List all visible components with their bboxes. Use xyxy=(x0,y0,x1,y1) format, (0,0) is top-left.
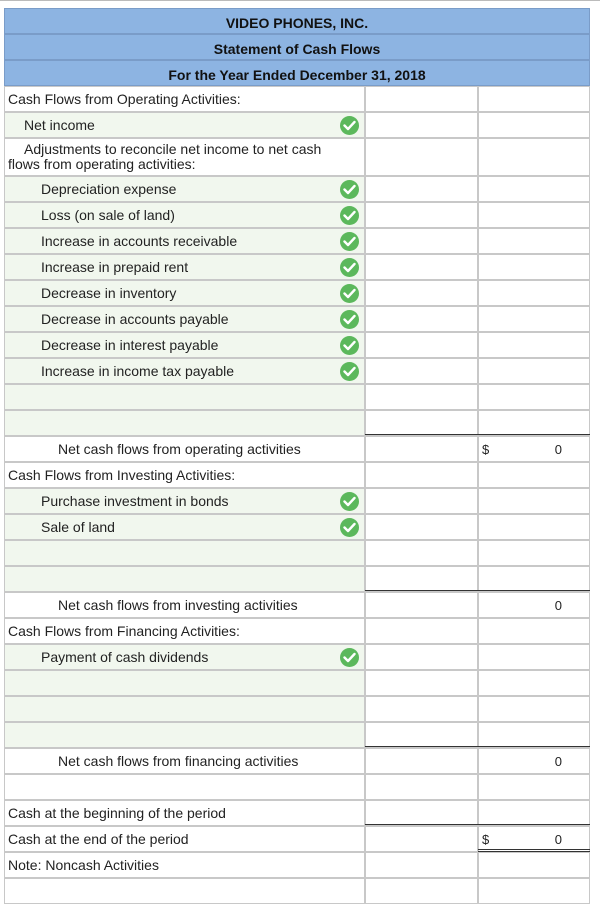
amount-cell-2[interactable] xyxy=(478,514,590,540)
account-select[interactable] xyxy=(4,696,365,722)
amount-cell-2[interactable] xyxy=(478,696,590,722)
amount-cell-2[interactable] xyxy=(478,618,590,644)
total-rule xyxy=(365,590,590,591)
amount-cell-1[interactable] xyxy=(365,384,478,410)
check-circle-icon xyxy=(340,232,359,251)
operating-item: Decrease in interest payable xyxy=(41,337,219,353)
amount-cell-2[interactable] xyxy=(478,462,590,488)
net-income-label: Net income xyxy=(24,117,95,133)
amount-cell-2[interactable] xyxy=(478,774,590,800)
check-circle-icon xyxy=(340,362,359,381)
amount-cell-1[interactable] xyxy=(365,592,478,618)
operating-item: Increase in prepaid rent xyxy=(41,259,189,275)
statement-title: Statement of Cash Flows xyxy=(213,41,381,57)
check-circle-icon xyxy=(340,310,359,329)
amount-cell-1[interactable] xyxy=(365,748,478,774)
amount-cell-2[interactable] xyxy=(478,592,590,618)
amount-cell-2[interactable] xyxy=(478,748,590,774)
amount-cell-2[interactable] xyxy=(478,332,590,358)
check-circle-icon xyxy=(340,284,359,303)
net-financing-label: Net cash flows from financing activities xyxy=(58,753,299,769)
amount-cell-1[interactable] xyxy=(365,878,478,904)
amount-cell-2[interactable] xyxy=(478,670,590,696)
amount-cell-2[interactable] xyxy=(478,306,590,332)
operating-heading: Cash Flows from Operating Activities: xyxy=(8,91,241,107)
amount-cell-2[interactable] xyxy=(478,436,590,462)
amount-cell-1[interactable] xyxy=(365,86,478,112)
noncash-label: Note: Noncash Activities xyxy=(8,857,159,873)
amount-cell-1[interactable] xyxy=(365,202,478,228)
check-circle-icon xyxy=(340,492,359,511)
total-amount: 0 xyxy=(554,442,562,457)
amount-cell-2[interactable] xyxy=(478,722,590,748)
blank-row xyxy=(4,878,365,904)
account-select[interactable] xyxy=(4,566,365,592)
amount-cell-1[interactable] xyxy=(365,436,478,462)
amount-cell-2[interactable] xyxy=(478,138,590,176)
amount-cell-2[interactable] xyxy=(478,176,590,202)
amount-cell-1[interactable] xyxy=(365,280,478,306)
total-rule xyxy=(365,746,590,747)
operating-item: Increase in income tax payable xyxy=(41,363,234,379)
amount-cell-2[interactable] xyxy=(478,280,590,306)
account-select[interactable] xyxy=(4,410,365,436)
amount-cell-1[interactable] xyxy=(365,176,478,202)
amount-cell-2[interactable] xyxy=(478,488,590,514)
account-select[interactable] xyxy=(4,722,365,748)
statement-period: For the Year Ended December 31, 2018 xyxy=(168,67,426,83)
check-circle-icon xyxy=(340,648,359,667)
amount-cell-1[interactable] xyxy=(365,488,478,514)
net-investing-label: Net cash flows from investing activities xyxy=(58,597,298,613)
blank-row xyxy=(4,774,365,800)
check-circle-icon xyxy=(340,258,359,277)
total-rule xyxy=(365,824,590,825)
amount-cell-1[interactable] xyxy=(365,826,478,852)
company-name: VIDEO PHONES, INC. xyxy=(225,15,369,31)
amount-cell-1[interactable] xyxy=(365,540,478,566)
check-circle-icon xyxy=(340,180,359,199)
amount-cell-2[interactable] xyxy=(478,878,590,904)
total-amount: 0 xyxy=(554,754,562,769)
amount-cell-2[interactable] xyxy=(478,202,590,228)
check-circle-icon xyxy=(340,116,359,135)
net-operating-label: Net cash flows from operating activities xyxy=(58,441,301,457)
amount-cell-2[interactable] xyxy=(478,228,590,254)
amount-cell-2[interactable] xyxy=(478,644,590,670)
header-statement-row xyxy=(4,34,590,60)
operating-item: Loss (on sale of land) xyxy=(41,207,175,223)
amount-cell-1[interactable] xyxy=(365,644,478,670)
operating-item: Depreciation expense xyxy=(41,181,177,197)
operating-item: Decrease in inventory xyxy=(41,285,177,301)
amount-cell-1[interactable] xyxy=(365,254,478,280)
total-amount: 0 xyxy=(554,832,562,847)
amount-cell-1[interactable] xyxy=(365,566,478,592)
amount-cell-1[interactable] xyxy=(365,332,478,358)
amount-cell-2[interactable] xyxy=(478,410,590,436)
amount-cell-1[interactable] xyxy=(365,670,478,696)
header-company-row xyxy=(4,8,590,34)
amount-cell-2[interactable] xyxy=(478,800,590,826)
amount-cell-2[interactable] xyxy=(478,86,590,112)
check-circle-icon xyxy=(340,336,359,355)
account-select[interactable] xyxy=(4,670,365,696)
amount-cell-1[interactable] xyxy=(365,410,478,436)
account-select[interactable] xyxy=(4,540,365,566)
amount-cell-1[interactable] xyxy=(365,514,478,540)
check-circle-icon xyxy=(340,518,359,537)
adjustments-label-cont: flows from operating activities: xyxy=(8,156,196,172)
amount-cell-2[interactable] xyxy=(478,566,590,592)
currency-symbol: $ xyxy=(482,832,490,847)
total-amount: 0 xyxy=(554,598,562,613)
cash-beginning-label: Cash at the beginning of the period xyxy=(8,805,226,821)
investing-item: Sale of land xyxy=(41,519,115,535)
total-rule xyxy=(365,434,590,435)
amount-cell-2[interactable] xyxy=(478,112,590,138)
amount-cell-2[interactable] xyxy=(478,852,590,878)
amount-cell-2[interactable] xyxy=(478,384,590,410)
financing-item: Payment of cash dividends xyxy=(41,649,209,665)
amount-cell-1[interactable] xyxy=(365,774,478,800)
amount-cell-1[interactable] xyxy=(365,358,478,384)
amount-cell-1[interactable] xyxy=(365,722,478,748)
check-circle-icon xyxy=(340,206,359,225)
amount-cell-1[interactable] xyxy=(365,852,478,878)
amount-cell-2[interactable] xyxy=(478,540,590,566)
amount-cell-1[interactable] xyxy=(365,618,478,644)
adjustments-label: Adjustments to reconcile net income to net cash xyxy=(24,141,322,157)
amount-cell-1[interactable] xyxy=(365,228,478,254)
investing-item: Purchase investment in bonds xyxy=(41,493,229,509)
amount-cell-1[interactable] xyxy=(365,138,478,176)
currency-symbol: $ xyxy=(482,442,490,457)
amount-cell-1[interactable] xyxy=(365,800,478,826)
operating-item: Decrease in accounts payable xyxy=(41,311,229,327)
cash-end-label: Cash at the end of the period xyxy=(8,831,189,847)
account-select[interactable] xyxy=(4,384,365,410)
amount-cell-1[interactable] xyxy=(365,696,478,722)
amount-cell-1[interactable] xyxy=(365,462,478,488)
investing-heading: Cash Flows from Investing Activities: xyxy=(8,467,236,483)
financing-heading: Cash Flows from Financing Activities: xyxy=(8,623,240,639)
top-border xyxy=(0,0,600,7)
amount-cell-1[interactable] xyxy=(365,112,478,138)
amount-cell-2[interactable] xyxy=(478,254,590,280)
amount-cell-2[interactable] xyxy=(478,358,590,384)
operating-item: Increase in accounts receivable xyxy=(41,233,238,249)
amount-cell-1[interactable] xyxy=(365,306,478,332)
header-period-row xyxy=(4,60,590,86)
